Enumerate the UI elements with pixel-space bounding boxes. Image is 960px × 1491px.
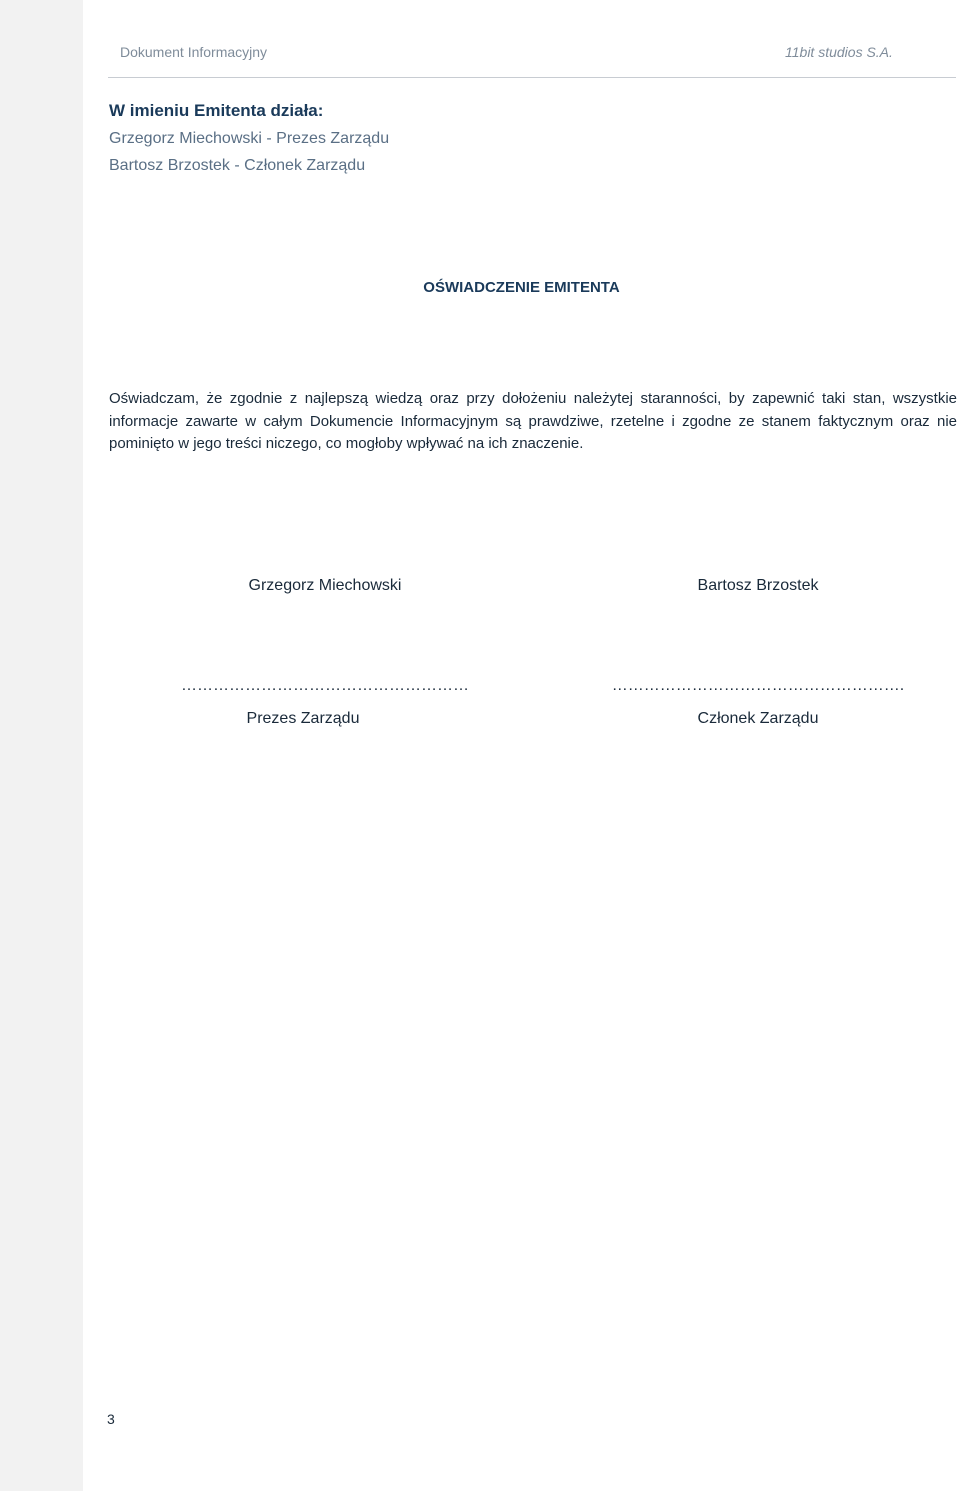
signature-name-2: Bartosz Brzostek <box>697 577 819 594</box>
signature-line-1: ……………………………………………… <box>181 677 469 694</box>
header-company-name: 11bit studios S.A. <box>785 44 893 60</box>
signature-line-2: ………………………………………………. <box>611 677 905 694</box>
signature-name-1: Grzegorz Miechowski <box>248 577 402 594</box>
document-page <box>83 0 960 1491</box>
signature-role-1: Prezes Zarządu <box>246 710 360 727</box>
signature-role-2: Członek Zarządu <box>697 710 819 727</box>
declaration-text: Oświadczam, że zgodnie z najlepszą wiedzą oraz przy dołożeniu należytej staranności, by zapewnić taki stan, wszystkie informacje zawarte w całym Dokumencie Informacyjnym są prawdziwe, rzetelne i zgodne ze stanem faktycznym oraz nie pominięto w jego treści niczego, co mogłoby wpływać na ich znaczenie. <box>109 390 957 452</box>
header-divider <box>108 77 956 78</box>
header-document-title: Dokument Informacyjny <box>120 44 268 60</box>
declaration-title: OŚWIADCZENIE EMITENTA <box>423 279 620 296</box>
page-number: 3 <box>107 1411 115 1427</box>
representative-2: Bartosz Brzostek - Członek Zarządu <box>109 157 366 174</box>
representation-title: W imieniu Emitenta działa: <box>109 101 324 120</box>
representative-1: Grzegorz Miechowski - Prezes Zarządu <box>109 130 390 147</box>
